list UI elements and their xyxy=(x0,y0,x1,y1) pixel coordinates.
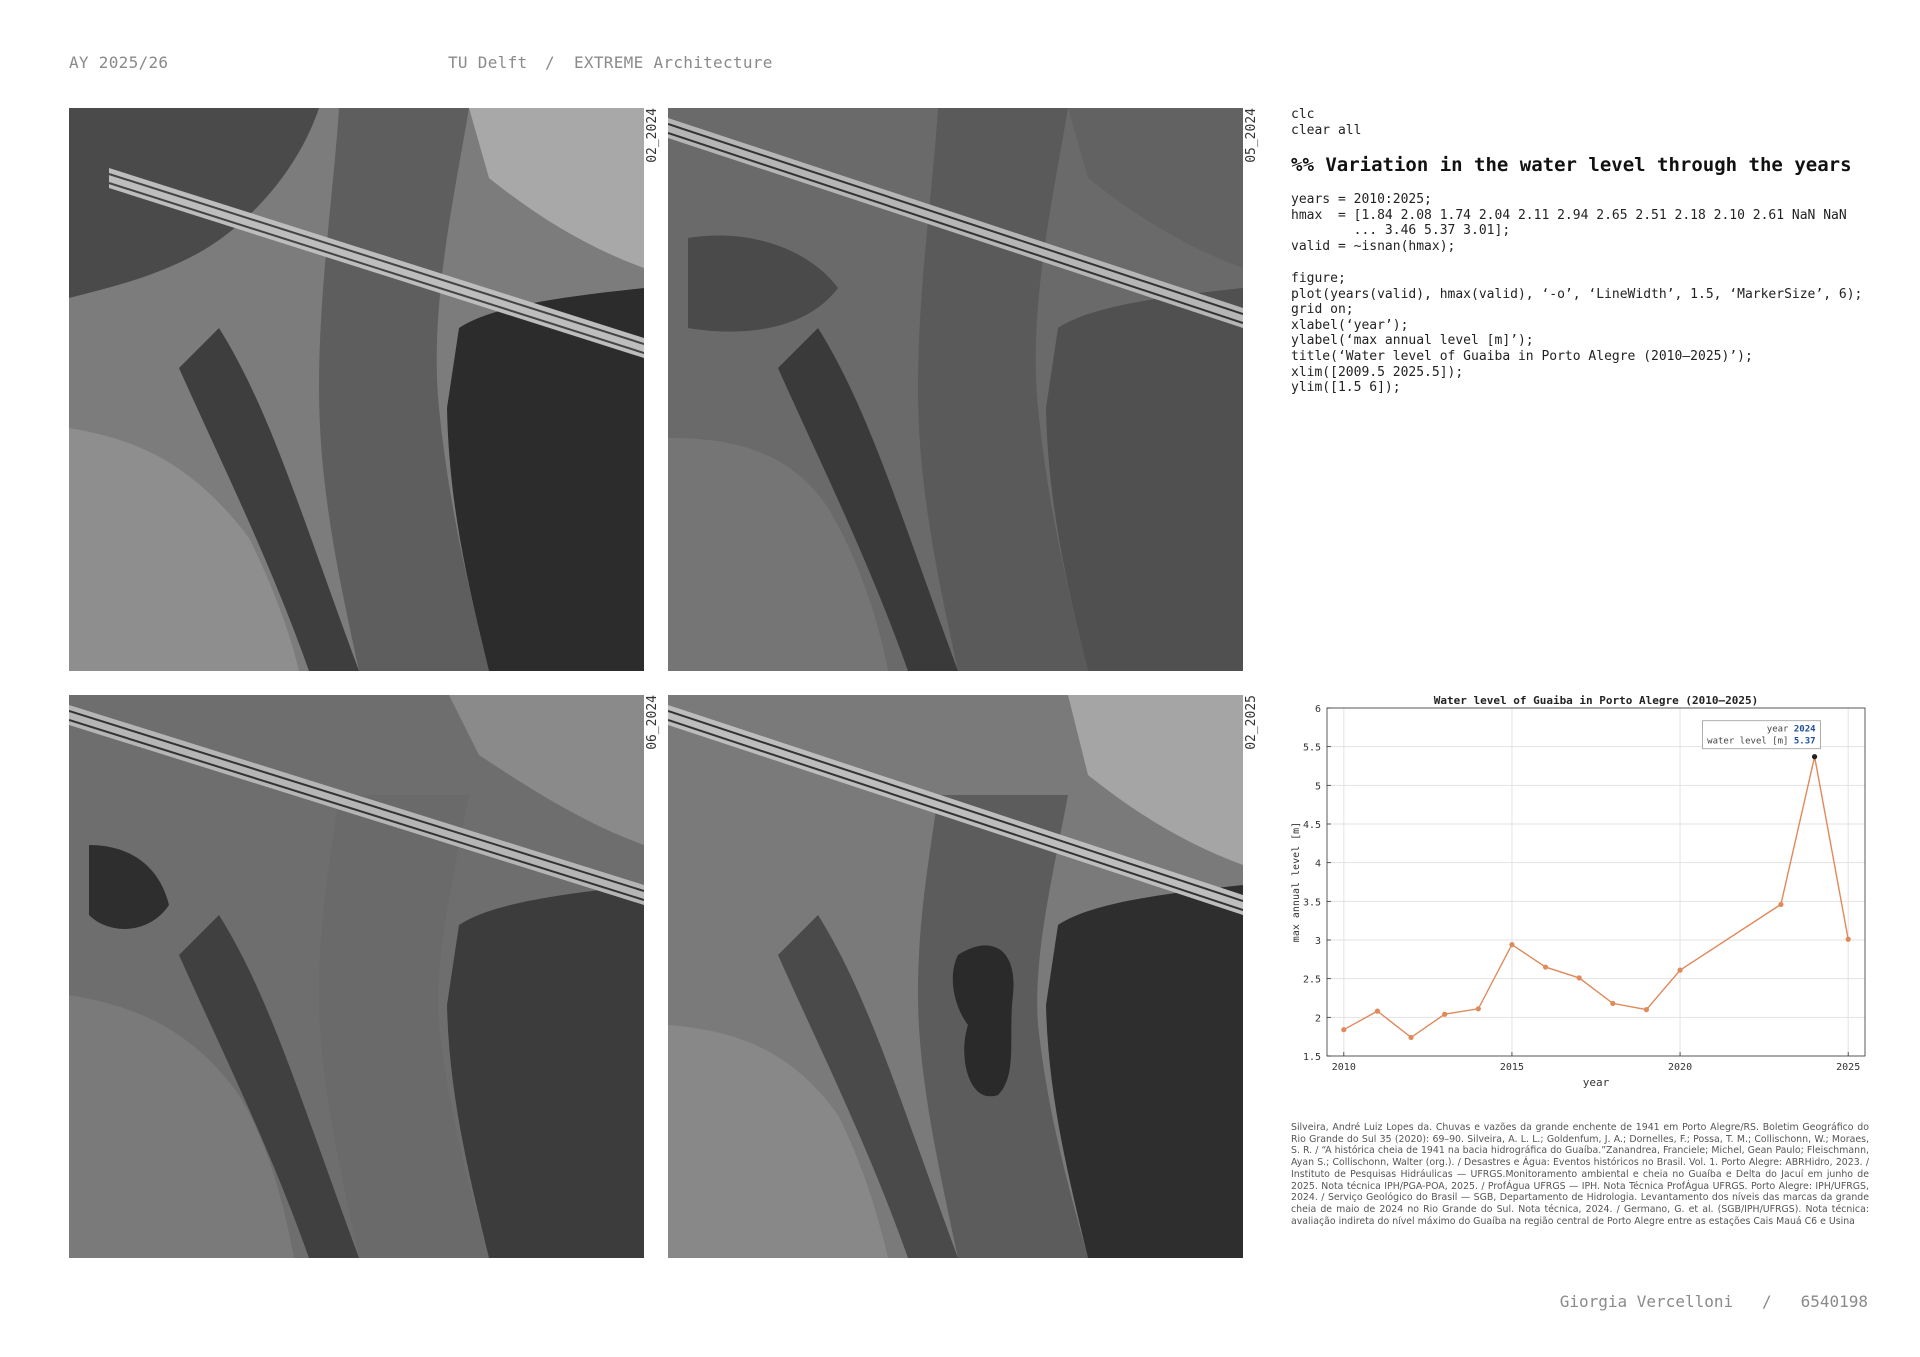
y-tick-label: 5 xyxy=(1314,781,1321,793)
student-id: 6540198 xyxy=(1800,1292,1868,1311)
data-point xyxy=(1476,1006,1481,1011)
data-point xyxy=(1509,942,1514,947)
image-label-05-2024: 05_2024 xyxy=(1244,108,1259,163)
y-tick-label: 3.5 xyxy=(1302,897,1321,909)
datatip-level-value: 5.37 xyxy=(1793,736,1816,747)
datatip-level-label: water level [m] xyxy=(1707,736,1794,747)
x-tick-label: 2020 xyxy=(1668,1062,1693,1073)
datatip-marker xyxy=(1812,754,1817,759)
code-line-clc: clc xyxy=(1291,107,1315,122)
datatip-year-value: 2024 xyxy=(1793,724,1816,735)
data-point xyxy=(1677,968,1682,973)
data-point xyxy=(1408,1035,1413,1040)
chart-svg xyxy=(1285,692,1871,1092)
x-axis-label: year xyxy=(1582,1076,1610,1089)
code-line-clear: clear all xyxy=(1291,123,1362,138)
data-point xyxy=(1375,1009,1380,1014)
water-level-chart xyxy=(1285,692,1871,1092)
x-tick-label: 2015 xyxy=(1499,1062,1524,1073)
data-point xyxy=(1846,937,1851,942)
image-label-02-2025: 02_2025 xyxy=(1244,695,1259,750)
data-point xyxy=(1577,975,1582,980)
y-tick-label: 4 xyxy=(1314,858,1321,870)
footer-credit xyxy=(1560,1292,1868,1311)
y-axis-label: max annual level [m] xyxy=(1291,821,1302,943)
data-point xyxy=(1543,964,1548,969)
course-title: EXTREME Architecture xyxy=(574,53,773,72)
image-label-06-2024: 06_2024 xyxy=(645,695,660,750)
aerial-image-02-2024 xyxy=(69,108,644,671)
datatip-year-label: year xyxy=(1766,724,1794,735)
image-label-02-2024: 02_2024 xyxy=(645,108,660,163)
aerial-image-02-2025 xyxy=(668,695,1243,1258)
aerial-image-06-2024 xyxy=(69,695,644,1258)
data-point xyxy=(1644,1007,1649,1012)
y-tick-label: 3 xyxy=(1314,936,1321,947)
y-tick-label: 2 xyxy=(1314,1013,1321,1025)
y-tick-label: 6 xyxy=(1314,704,1321,715)
data-point xyxy=(1442,1012,1447,1017)
chart-title: Water level of Guaiba in Porto Alegre (2010–2025) xyxy=(1433,694,1759,707)
datatip-year-line xyxy=(1767,725,1816,735)
y-tick-label: 5.5 xyxy=(1302,742,1321,754)
data-point xyxy=(1778,902,1783,907)
code-plot-block: figure; plot(years(valid), hmax(valid), ‘-o’, ‘LineWidth’, 1.5, ‘MarkerSize’, 6); grid on; xlabel(‘year’); ylabel(‘max annual level [m]’); title(‘Water level of Guaiba in Porto Alegre (2010–2025)’); xlim([2009.5 2025.5]); ylim([1.5 6]); xyxy=(1291,271,1863,396)
datatip-level-line xyxy=(1707,737,1815,747)
header-separator: / xyxy=(545,53,555,72)
y-tick-label: 1.5 xyxy=(1302,1052,1321,1063)
academic-year: AY 2025/26 xyxy=(69,53,169,72)
data-point xyxy=(1610,1001,1615,1006)
x-tick-label: 2010 xyxy=(1331,1062,1356,1073)
author-name: Giorgia Vercelloni xyxy=(1559,1292,1734,1311)
code-data-block: years = 2010:2025; hmax = [1.84 2.08 1.74 2.04 2.11 2.94 2.65 2.51 2.18 2.10 2.61 NaN NaN ... 3.46 5.37 3.01]; valid = ~isnan(hmax); xyxy=(1291,192,1847,254)
code-section-title: %% Variation in the water level through the years xyxy=(1291,154,1852,176)
references-text: Silveira, André Luiz Lopes da. Chuvas e vazões da grande enchente de 1941 em Porto Alegre/RS. Boletim Geográfico do Rio Grande do Sul 35 (2020): 69–90. Silveira, A. L. L.; Goldenfum, J. A.; Dornelles, F.; Possa, T. M.; Collischonn, W.; Moraes, S. R. / “A histórica cheia de 1941 na bacia hidrográfica do Guaíba.”Zanandrea, Franciele; Michel, Gean Paulo; Fleischmann, Ayan S.; Collischonn, Walter (org.). / Desastres e Água: Eventos históricos no Brasil. Vol. 1. Porto Alegre: ABRHidro, 2023. / Instituto de Pesquisas Hidráulicas — UFRGS.Monitoramento ambiental e cheia no Guaíba e Delta do Jacuí em junho de 2025. Nota técnica IPH/PGA-POA, 2025. / ProfÁgua UFRGS — IPH. Nota Técnica ProfÁgua UFRGS. Porto Alegre: IPH/UFRGS, 2024. / Serviço Geológico do Brasil — SGB, Departamento de Hidrologia. Levantamento dos níveis das marcas da grande cheia de maio de 2024 no Rio Grande do Sul. Nota técnica, 2024. / Germano, G. et al. (SGB/IPH/UFRGS). Nota técnica: avaliação indireta do nível máximo do Guaíba na região central de Porto Alegre entre as estações Cais Mauá C6 e Usina xyxy=(1291,1122,1869,1227)
x-tick-label: 2025 xyxy=(1836,1062,1861,1073)
aerial-image-05-2024 xyxy=(668,108,1243,671)
footer-separator: / xyxy=(1762,1292,1772,1311)
y-tick-label: 2.5 xyxy=(1302,974,1321,986)
institution: TU Delft xyxy=(448,53,528,72)
y-tick-label: 4.5 xyxy=(1302,820,1321,831)
plot-area xyxy=(1327,708,1865,1056)
data-point xyxy=(1341,1027,1346,1032)
